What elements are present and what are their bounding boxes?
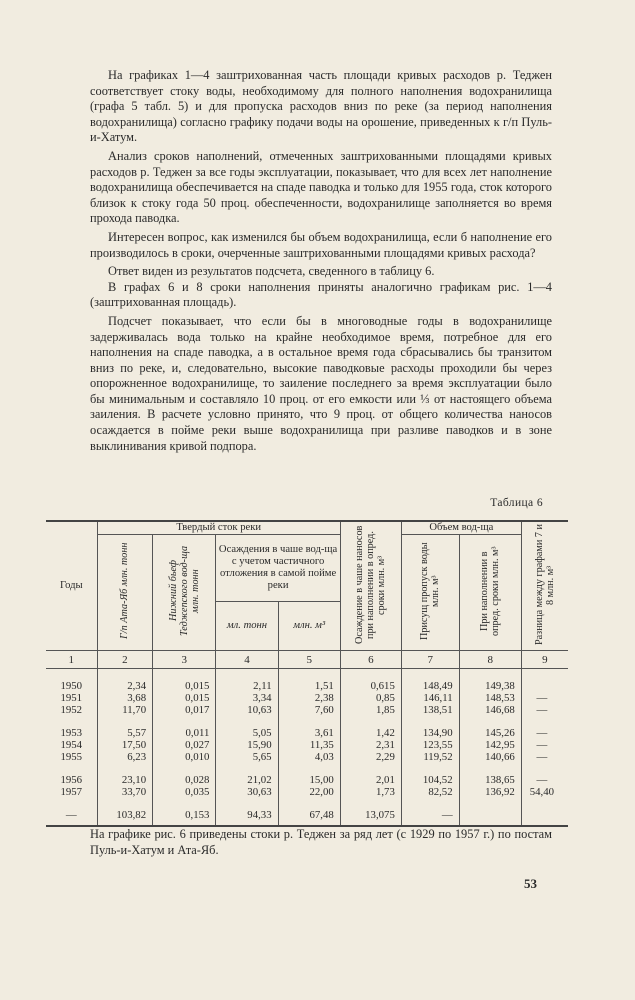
value-cell: 104,52	[401, 763, 459, 786]
value-cell: 103,82	[97, 798, 153, 826]
value-cell: —	[521, 692, 568, 704]
value-cell: 3,68	[97, 692, 153, 704]
value-cell: —	[401, 798, 459, 826]
value-cell: 0,017	[153, 704, 216, 716]
value-cell: 0,011	[153, 716, 216, 739]
value-cell: 148,53	[459, 692, 521, 704]
column-number: 3	[153, 651, 216, 669]
value-cell: 146,68	[459, 704, 521, 716]
header-c45: Осаждения в чаше вод-ща с учетом частичного отложения в самой пойме реки	[216, 535, 340, 602]
value-cell: 123,55	[401, 739, 459, 751]
value-cell	[521, 798, 568, 826]
year-cell: 1951	[46, 692, 97, 704]
value-cell: 1,42	[340, 716, 401, 739]
value-cell: 17,50	[97, 739, 153, 751]
value-cell: 2,38	[278, 692, 340, 704]
value-cell: 2,11	[216, 669, 278, 693]
value-cell: 15,00	[278, 763, 340, 786]
page-number: 53	[524, 876, 537, 891]
value-cell: 0,153	[153, 798, 216, 826]
value-cell: 1,73	[340, 786, 401, 798]
table-row	[46, 692, 568, 704]
paragraph: На графике рис. 6 приведены стоки р. Теджен за ряд лет (с 1929 по 1957 г.) по постам Пуль-и-Хатум и Ата-Яб.	[90, 827, 552, 857]
value-cell	[521, 669, 568, 693]
value-cell: 149,38	[459, 669, 521, 693]
table-row	[46, 763, 568, 786]
table-row	[46, 704, 568, 716]
value-cell: 3,34	[216, 692, 278, 704]
header-c8: При наполнении в опред. сроки млн. м³	[479, 546, 502, 636]
value-cell: —	[521, 704, 568, 716]
column-number: 1	[46, 651, 97, 669]
value-cell: 21,02	[216, 763, 278, 786]
header-volume: Объем вод-ща	[401, 521, 521, 535]
column-number: 4	[216, 651, 278, 669]
paragraph: Анализ сроков наполнений, отмеченных заштрихованными площадями кривых расходов р. Теджен за все годы эксплуатации, показывает, что для всех лет наполнение водохранилища обеспечивается на спаде паводка и только для 1955 года, сток которого близок к стоку года 50 проц. обеспеченности, водохранилище заполняется во время прохода паводка.	[90, 148, 552, 226]
value-cell: 30,63	[216, 786, 278, 798]
value-cell: —	[521, 739, 568, 751]
year-cell: —	[46, 798, 97, 826]
value-cell: 67,48	[278, 798, 340, 826]
value-cell: 82,52	[401, 786, 459, 798]
value-cell: 1,51	[278, 669, 340, 693]
table-row	[46, 798, 568, 826]
year-cell: 1952	[46, 704, 97, 716]
year-cell: 1956	[46, 763, 97, 786]
value-cell: 119,52	[401, 751, 459, 763]
value-cell: 10,63	[216, 704, 278, 716]
header-c7: Присущ пропуск воды млн. м³	[419, 542, 442, 640]
value-cell: 11,70	[97, 704, 153, 716]
value-cell: 13,075	[340, 798, 401, 826]
value-cell	[459, 798, 521, 826]
header-years: Годы	[46, 521, 97, 651]
value-cell: 3,61	[278, 716, 340, 739]
column-number: 5	[278, 651, 340, 669]
header-c2: Г/п Ата-Яб млн. тонн	[119, 542, 131, 640]
value-cell: 0,010	[153, 751, 216, 763]
year-cell: 1953	[46, 716, 97, 739]
header-solid-runoff: Твердый сток реки	[97, 521, 340, 535]
value-cell: 15,90	[216, 739, 278, 751]
value-cell: 0,015	[153, 692, 216, 704]
data-table	[46, 520, 568, 827]
year-cell: 1954	[46, 739, 97, 751]
year-cell: 1950	[46, 669, 97, 693]
value-cell: —	[521, 716, 568, 739]
column-number: 8	[459, 651, 521, 669]
value-cell: 142,95	[459, 739, 521, 751]
value-cell: —	[521, 763, 568, 786]
value-cell: 138,65	[459, 763, 521, 786]
header-c5-unit: млн. м³	[278, 602, 340, 651]
value-cell: 5,05	[216, 716, 278, 739]
value-cell: 136,92	[459, 786, 521, 798]
value-cell: 2,34	[97, 669, 153, 693]
year-cell: 1955	[46, 751, 97, 763]
value-cell: 2,31	[340, 739, 401, 751]
value-cell: 0,027	[153, 739, 216, 751]
value-cell: 0,035	[153, 786, 216, 798]
column-number: 7	[401, 651, 459, 669]
value-cell: 2,01	[340, 763, 401, 786]
column-number-row	[46, 651, 568, 669]
table-row	[46, 716, 568, 739]
value-cell: 145,26	[459, 716, 521, 739]
header-c3: Нижний бьеф Теджепского вод-ща млн. тонн	[167, 545, 201, 637]
value-cell: 0,615	[340, 669, 401, 693]
value-cell: 138,51	[401, 704, 459, 716]
value-cell: 33,70	[97, 786, 153, 798]
value-cell: 11,35	[278, 739, 340, 751]
value-cell: 146,11	[401, 692, 459, 704]
header-c6: Осаждение в чаше наносов при наполнении в опред. сроки млн. м³	[354, 525, 388, 644]
value-cell: 7,60	[278, 704, 340, 716]
value-cell: 6,23	[97, 751, 153, 763]
value-cell: 140,66	[459, 751, 521, 763]
bottom-text	[90, 826, 552, 858]
paragraph: Интересен вопрос, как изменился бы объем водохранилища, если б наполнение его производилось в сроки, очерченные заштрихованными площадями кривых расхода?	[90, 229, 552, 260]
body-text	[90, 68, 552, 454]
value-cell: —	[521, 751, 568, 763]
paragraph: В графах 6 и 8 сроки наполнения приняты аналогично графикам рис. 1—4 (заштрихованная площадь).	[90, 279, 552, 310]
table-row	[46, 786, 568, 798]
value-cell: 134,90	[401, 716, 459, 739]
value-cell: 23,10	[97, 763, 153, 786]
value-cell: 4,03	[278, 751, 340, 763]
value-cell: 0,028	[153, 763, 216, 786]
paragraph: На графиках 1—4 заштрихованная часть площади кривых расходов р. Теджен соответствует стоку воды, необходимому для полного наполнения водохранилища (графа 5 табл. 5) и для пропуска расходов вниз по реке (за период наполнения водохранилища) согласно графику подачи воды на орошение, приведенных к г/п Пуль-и-Хатум.	[90, 68, 552, 145]
value-cell: 1,85	[340, 704, 401, 716]
value-cell: 22,00	[278, 786, 340, 798]
year-cell: 1957	[46, 786, 97, 798]
table-row	[46, 751, 568, 763]
paragraph: Подсчет показывает, что если бы в многоводные годы в водохранилище задерживалась вода только на крайне необходимое время, потребное для его наполнения на спаде паводка, а в остальное время года сбрасывались бы транзитом вниз по реке, и, следовательно, высокие паводковые расходы проходили бы через опорожненное водохранилище, то заиление последнего за время эксплуатации было бы минимальным и составляло 10 проц. от его емкости или ⅓ от настоящего объема заиления. В расчете условно принято, что 9 проц. от общего количества наносов осаждается в пойме реки выше водохранилища при разливе паводков и в зоне выклинивания кривой подпора.	[90, 313, 552, 453]
table-row	[46, 739, 568, 751]
value-cell: 94,33	[216, 798, 278, 826]
value-cell: 5,57	[97, 716, 153, 739]
column-number: 9	[521, 651, 568, 669]
table-caption: Таблица 6	[490, 497, 543, 509]
value-cell: 54,40	[521, 786, 568, 798]
header-c9: Разница между графами 7 и 8 млн. м³	[533, 524, 556, 645]
value-cell: 5,65	[216, 751, 278, 763]
column-number: 6	[340, 651, 401, 669]
table-row	[46, 669, 568, 693]
paragraph: Ответ виден из результатов подсчета, сведенного в таблицу 6.	[108, 264, 435, 279]
value-cell: 0,015	[153, 669, 216, 693]
value-cell: 148,49	[401, 669, 459, 693]
value-cell: 2,29	[340, 751, 401, 763]
header-c4-unit: мл. тонн	[216, 602, 278, 651]
column-number: 2	[97, 651, 153, 669]
value-cell: 0,85	[340, 692, 401, 704]
